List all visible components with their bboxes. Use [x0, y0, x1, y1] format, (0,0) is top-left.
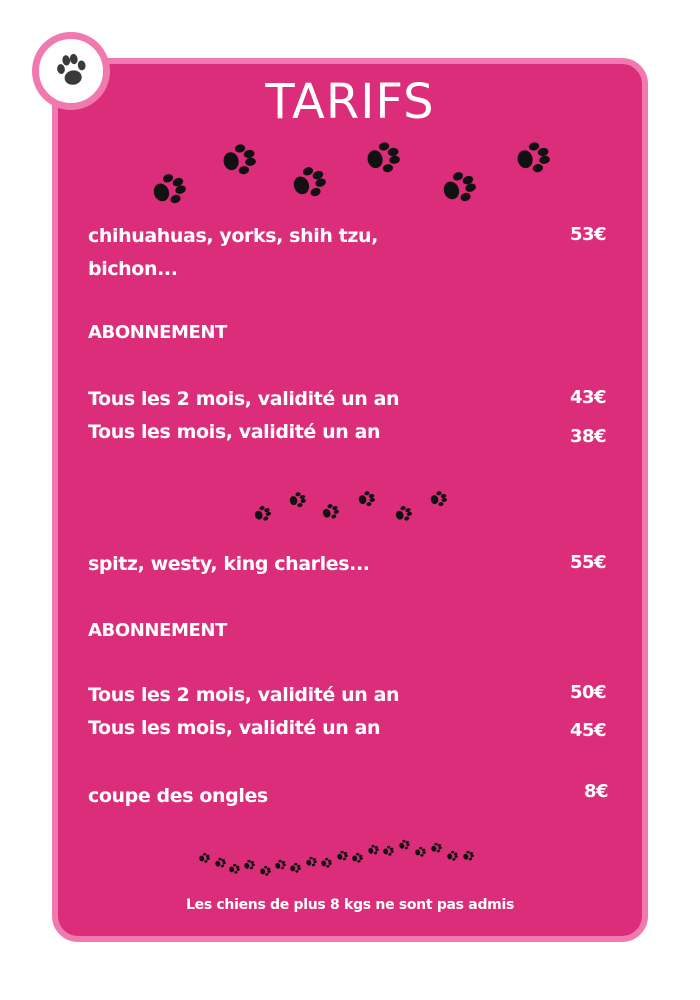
paw-badge — [32, 32, 110, 110]
row-medium-monthly: Tous les mois, validité un an — [88, 717, 381, 739]
paw-print-icon — [428, 489, 448, 509]
price-medium-monthly: 45€ — [570, 720, 607, 741]
breeds-small-line2: bichon... — [88, 258, 178, 280]
paw-print-icon — [362, 138, 402, 178]
paw-print-icon — [218, 140, 258, 180]
price-medium: 55€ — [570, 552, 607, 573]
price-medium-bimonthly: 50€ — [570, 682, 607, 703]
price-small-monthly: 38€ — [570, 426, 607, 447]
breeds-medium: spitz, westy, king charles... — [88, 553, 370, 575]
subscription-heading-small: ABONNEMENT — [88, 322, 227, 343]
footer-note: Les chiens de plus 8 kgs ne sont pas admis — [186, 897, 514, 913]
price-small: 53€ — [570, 224, 607, 245]
paw-print-icon — [438, 168, 478, 208]
paw-print-icon — [288, 163, 328, 203]
paw-print-icon — [252, 504, 272, 524]
price-small-bimonthly: 43€ — [570, 387, 607, 408]
paw-print-icon — [320, 502, 340, 522]
paw-print-icon — [287, 490, 307, 510]
row-medium-bimonthly: Tous les 2 mois, validité un an — [88, 684, 400, 706]
breeds-small-line1: chihuahuas, yorks, shih tzu, — [88, 225, 378, 247]
page-title: TARIFS — [265, 74, 435, 130]
paw-print-icon — [148, 170, 188, 210]
paw-trail-bottom — [195, 836, 485, 880]
nail-trim-price: 8€ — [584, 781, 609, 802]
paw-print-icon — [393, 504, 413, 524]
nail-trim-label: coupe des ongles — [88, 785, 268, 807]
row-small-bimonthly: Tous les 2 mois, validité un an — [88, 388, 400, 410]
subscription-heading-medium: ABONNEMENT — [88, 620, 227, 641]
paw-print-icon — [356, 489, 376, 509]
paw-print-icon — [512, 138, 552, 178]
paw-print-icon — [51, 50, 93, 92]
row-small-monthly: Tous les mois, validité un an — [88, 421, 381, 443]
